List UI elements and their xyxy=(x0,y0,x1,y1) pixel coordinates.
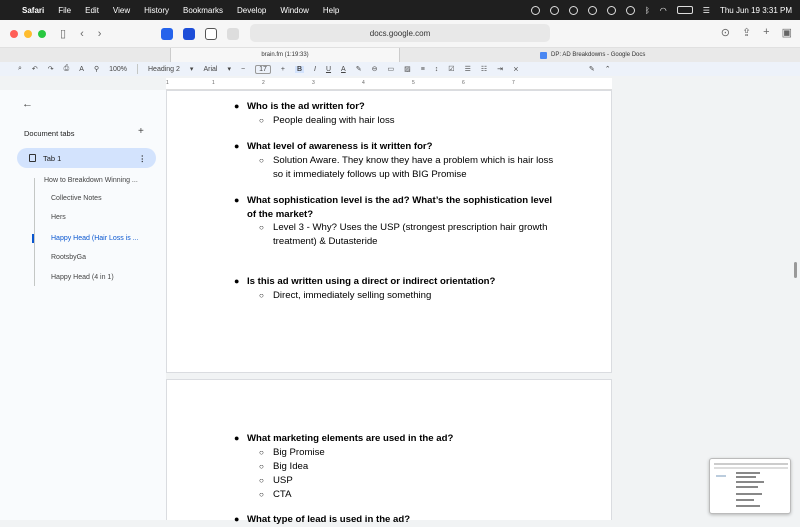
browser-tabs xyxy=(0,48,800,62)
minimize-window-button[interactable] xyxy=(24,30,32,38)
ruler-tick: 1 xyxy=(212,80,215,86)
ruler[interactable] xyxy=(166,78,612,90)
line-spacing-icon[interactable]: ↕ xyxy=(434,65,439,73)
paint-format-icon[interactable]: ⚲ xyxy=(93,66,100,73)
outline-item[interactable]: Happy Head (4 in 1) xyxy=(51,274,114,281)
question-heading[interactable]: ● Is this ad written using a direct or indirect orientation? xyxy=(234,276,496,287)
editing-mode-icon[interactable]: ✎ xyxy=(588,66,595,73)
collapse-toolbar-icon[interactable]: ⌃ xyxy=(604,66,611,73)
question-heading[interactable]: ● What level of awareness is it written for? xyxy=(234,141,433,152)
question-heading[interactable]: ● What marketing elements are used in the ad? xyxy=(234,433,454,444)
increase-font-size-button[interactable]: + xyxy=(280,65,285,73)
thumbnail-line xyxy=(736,505,760,507)
document-page[interactable] xyxy=(166,379,612,525)
clock[interactable]: Thu Jun 19 3:31 PM xyxy=(719,5,792,15)
panel-title: Document tabs xyxy=(24,129,75,138)
outline-item-active[interactable]: Happy Head (Hair Loss is ... xyxy=(51,235,139,242)
decrease-font-size-button[interactable]: − xyxy=(240,65,246,73)
thumbnail-line xyxy=(736,472,760,474)
menu-file[interactable]: File xyxy=(58,5,72,15)
address-text: docs.google.com xyxy=(369,28,431,38)
ruler-tick: 7 xyxy=(512,80,515,86)
back-arrow-icon[interactable]: ‹ xyxy=(80,27,84,40)
italic-button[interactable]: I xyxy=(314,65,316,73)
scrollbar-thumb[interactable] xyxy=(794,262,797,278)
thumbnail-line xyxy=(736,499,754,501)
status-icon[interactable] xyxy=(626,6,635,15)
ruler-tick: 3 xyxy=(312,80,315,86)
share-icon[interactable]: ⇪ xyxy=(741,27,752,39)
status-area xyxy=(531,6,792,15)
add-tab-button[interactable]: + xyxy=(138,126,144,137)
bold-button[interactable]: B xyxy=(296,65,303,73)
status-icon[interactable] xyxy=(569,6,578,15)
outline-item[interactable]: Hers xyxy=(51,214,66,221)
question-heading[interactable]: ● Who is the ad written for? xyxy=(234,101,365,112)
link-icon[interactable]: ⊖ xyxy=(371,66,378,73)
answer-item[interactable]: ○ Big Promise xyxy=(259,447,325,458)
google-docs-icon xyxy=(540,52,547,59)
menu-history[interactable]: History xyxy=(144,5,170,15)
bulleted-list-icon[interactable]: ☰ xyxy=(464,66,471,73)
search-menus-icon[interactable]: ⌕ xyxy=(18,65,22,72)
toolbar-right xyxy=(721,26,792,39)
status-icon[interactable] xyxy=(607,6,616,15)
ruler-tick: 1 xyxy=(166,80,169,86)
docs-toolbar xyxy=(0,62,800,76)
notion-icon[interactable] xyxy=(205,28,217,40)
status-icon[interactable] xyxy=(531,6,540,15)
thumbnail-line xyxy=(714,463,788,465)
document-canvas xyxy=(166,90,612,525)
thumbnail-line xyxy=(736,481,764,483)
tab-title: DP: AD Breakdowns - Google Docs xyxy=(551,52,646,58)
answer-item[interactable]: ○ People dealing with hair loss xyxy=(259,115,395,126)
tab-title: brain.fm (1:19:33) xyxy=(261,52,309,58)
browser-toolbar xyxy=(0,20,800,48)
font-size-input[interactable]: 17 xyxy=(255,65,271,74)
doc-tab-1[interactable] xyxy=(17,148,156,168)
outline-item[interactable]: RootsbyGa xyxy=(51,254,87,261)
extension-icon[interactable] xyxy=(227,28,239,40)
font-select[interactable]: Arial xyxy=(203,65,218,73)
print-icon[interactable]: ⎙ xyxy=(63,65,70,72)
menu-app-name[interactable]: Safari xyxy=(22,5,45,15)
tab-google-docs[interactable] xyxy=(540,48,645,62)
document-page[interactable] xyxy=(166,90,612,373)
chevron-down-icon[interactable]: ▾ xyxy=(189,66,194,73)
spellcheck-icon[interactable]: A xyxy=(79,65,84,73)
style-select[interactable]: Heading 2 xyxy=(148,65,180,73)
window-controls xyxy=(10,30,46,38)
more-options-icon[interactable]: ⋮ xyxy=(138,153,146,163)
answer-item[interactable]: ○ Direct, immediately selling something xyxy=(259,290,432,301)
outline-guide xyxy=(34,178,35,286)
doc-tab-label: Tab 1 xyxy=(43,153,62,163)
back-arrow-icon[interactable]: ← xyxy=(22,98,33,110)
image-icon[interactable]: ▨ xyxy=(404,66,411,73)
clear-formatting-icon[interactable]: ⨯ xyxy=(513,66,519,73)
comment-icon[interactable]: ▭ xyxy=(387,66,395,73)
redo-icon[interactable]: ↷ xyxy=(47,66,54,73)
thumbnail-line xyxy=(736,476,756,478)
question-heading[interactable]: ● What type of lead is used in the ad? xyxy=(234,514,411,525)
answer-item[interactable]: ○ Level 3 - Why? Uses the USP (strongest prescription hair growth treatment) & Dutasteride xyxy=(259,222,548,247)
address-bar[interactable] xyxy=(250,24,550,42)
thumbnail-line xyxy=(736,486,758,488)
divider xyxy=(137,64,138,74)
macos-menubar xyxy=(0,0,800,20)
menu-help[interactable]: Help xyxy=(322,5,340,15)
thumbnail-line xyxy=(714,467,788,469)
new-tab-icon[interactable]: + xyxy=(763,26,770,38)
answer-item[interactable]: ○ USP xyxy=(259,475,293,486)
status-icon[interactable] xyxy=(588,6,597,15)
undo-icon[interactable]: ↶ xyxy=(31,66,38,73)
answer-item[interactable]: ○ Big Idea xyxy=(259,461,309,472)
document-tabs-panel xyxy=(0,90,166,520)
answer-item[interactable]: ○ CTA xyxy=(259,489,292,500)
ruler-tick: 6 xyxy=(462,80,465,86)
document-icon xyxy=(29,154,36,162)
question-heading[interactable]: ● What sophistication level is the ad? What’s the sophistication level of the market? xyxy=(234,195,553,220)
battery-icon[interactable] xyxy=(677,6,693,14)
answer-item[interactable]: ○ Solution Aware. They know they have a problem which is hair loss so it immediately follows up with BIG Promise xyxy=(259,155,554,180)
wifi-icon[interactable]: ◠ xyxy=(659,5,667,15)
zoom-select[interactable]: 100% xyxy=(109,65,127,73)
menu-window[interactable]: Window xyxy=(280,5,309,15)
outline-active-indicator xyxy=(32,234,34,243)
numbered-list-icon[interactable]: ☷ xyxy=(480,66,488,73)
ruler-tick: 5 xyxy=(412,80,415,86)
menu-bookmarks[interactable]: Bookmarks xyxy=(183,5,224,15)
outline-item[interactable]: Collective Notes xyxy=(51,195,102,202)
align-icon[interactable]: ≡ xyxy=(420,65,425,73)
forward-arrow-icon[interactable]: › xyxy=(97,27,102,40)
thumbnail-line xyxy=(716,475,726,477)
close-window-button[interactable] xyxy=(10,30,18,38)
highlight-icon[interactable]: ✎ xyxy=(355,66,362,73)
status-icon[interactable] xyxy=(550,6,559,15)
bluetooth-icon[interactable]: ᛒ xyxy=(644,5,650,15)
menu-edit[interactable]: Edit xyxy=(85,5,99,15)
text-color-button[interactable]: A xyxy=(341,65,346,73)
ruler-tick: 4 xyxy=(362,80,365,86)
control-center-icon[interactable]: ☰ xyxy=(702,5,710,15)
ruler-tick: 2 xyxy=(262,80,265,86)
underline-button[interactable]: U xyxy=(325,65,332,73)
zoom-window-button[interactable] xyxy=(38,30,46,38)
tab-brainfm[interactable] xyxy=(170,48,400,62)
download-icon[interactable]: ⊙ xyxy=(720,27,730,39)
sidebar-toggle-icon[interactable]: ▯ xyxy=(60,28,67,40)
menu-view[interactable]: View xyxy=(112,5,131,15)
screenshot-thumbnail[interactable] xyxy=(709,458,791,514)
menu-develop[interactable]: Develop xyxy=(237,5,267,15)
thumbnail-line xyxy=(736,493,762,495)
outline-item[interactable]: How to Breakdown Winning ... xyxy=(44,177,138,184)
extension-icon[interactable] xyxy=(183,28,195,40)
checklist-icon[interactable]: ☑ xyxy=(448,66,455,73)
chevron-down-icon[interactable]: ▾ xyxy=(227,66,231,73)
tab-overview-icon[interactable]: ▣ xyxy=(781,27,792,39)
extension-icon[interactable] xyxy=(161,28,173,40)
indent-icon[interactable]: ⇥ xyxy=(497,66,504,73)
